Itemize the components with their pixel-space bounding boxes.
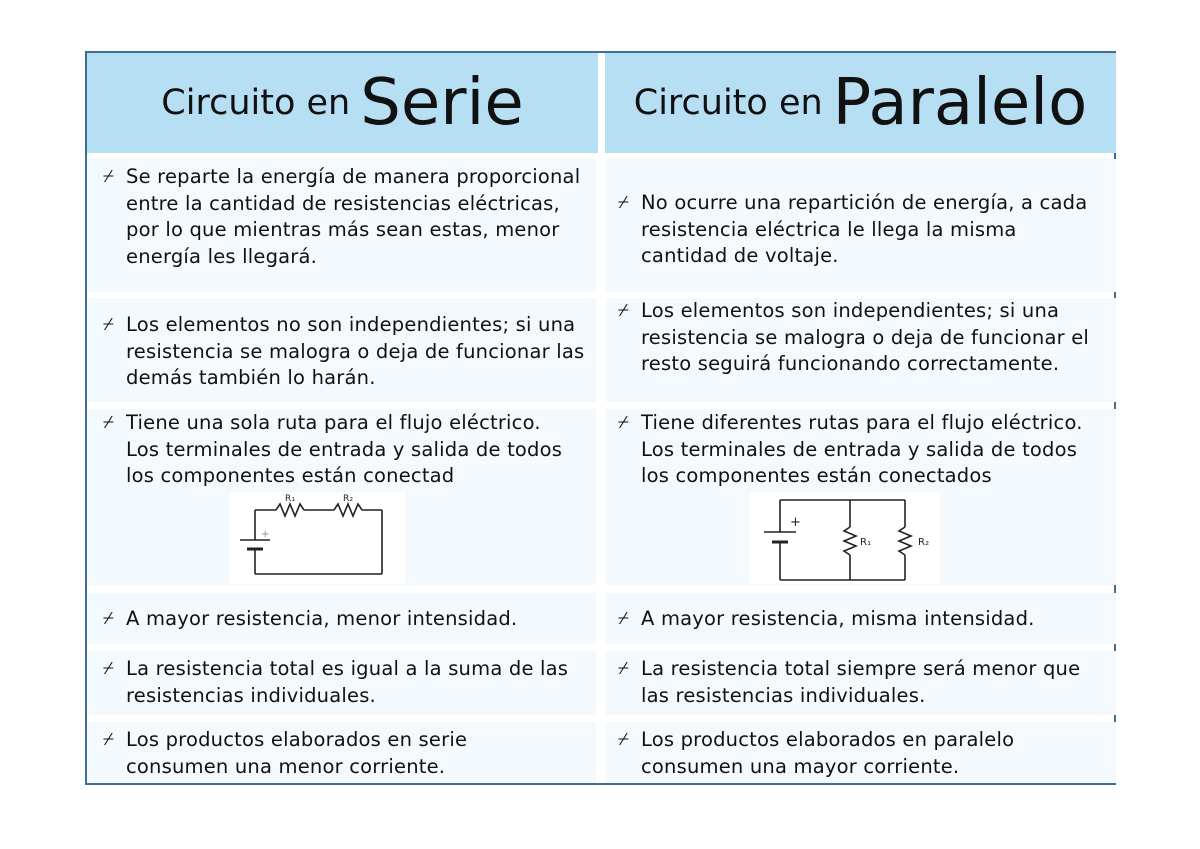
list-item: [618, 606, 1112, 633]
row-6-paralelo-cell: [606, 722, 1116, 783]
header-paralelo: [605, 53, 1116, 153]
header-paralelo-title: Paralelo: [832, 66, 1088, 140]
parallel-r1-label: R₁: [860, 537, 872, 548]
bolt-bullet-icon: ⌿: [103, 658, 114, 679]
row-3-paralelo-cell: [606, 409, 1116, 585]
series-circuit-diagram: [230, 492, 405, 584]
bolt-bullet-icon: ⌿: [103, 412, 114, 433]
row-5-serie-cell: [87, 651, 596, 715]
bolt-bullet-icon: ⌿: [618, 192, 629, 213]
list-item: [103, 312, 593, 392]
row-2-serie-text: Los elementos no son independientes; si una resistencia se malogra o deja de funcionar las demás también lo harán.: [126, 313, 585, 389]
bolt-bullet-icon: ⌿: [618, 300, 629, 321]
list-item: [618, 298, 1104, 378]
row-2-paralelo-text: Los elementos son independientes; si una resistencia se malogra o deja de funcionar el resto seguirá funcionando correctamente.: [641, 299, 1090, 375]
header-serie: [87, 53, 598, 153]
list-item: [103, 656, 573, 709]
list-item: [618, 656, 1112, 709]
row-3-serie-text: Tiene una sola ruta para el flujo eléctrico. Los terminales de entrada y salida de todos los componentes están conectad: [126, 411, 563, 487]
row-5-serie-text: La resistencia total es igual a la suma de las resistencias individuales.: [126, 657, 569, 707]
series-r1-label: R₁: [285, 494, 296, 504]
row-4-paralelo-text: A mayor resistencia, misma intensidad.: [641, 607, 1035, 630]
bolt-bullet-icon: ⌿: [618, 608, 629, 629]
bolt-bullet-icon: ⌿: [103, 314, 114, 335]
row-5-paralelo-text: La resistencia total siempre será menor que las resistencias individuales.: [641, 657, 1081, 707]
parallel-plus-label: +: [790, 515, 802, 530]
list-item: [103, 727, 573, 780]
row-4-serie-cell: [87, 593, 596, 644]
row-3-paralelo-text: Tiene diferentes rutas para el flujo eléctrico. Los terminales de entrada y salida de todos los componentes están conectados: [641, 411, 1083, 487]
list-item: [618, 190, 1104, 270]
row-6-serie-cell: [87, 722, 596, 783]
row-1-paralelo-text: No ocurre una repartición de energía, a cada resistencia eléctrica le llega la misma cantidad de voltaje.: [641, 191, 1088, 267]
bolt-bullet-icon: ⌿: [618, 729, 629, 750]
list-item: [103, 164, 583, 270]
series-plus-label: +: [261, 529, 270, 540]
list-item: [103, 410, 573, 490]
header-paralelo-prefix: Circuito en: [633, 83, 823, 123]
bolt-bullet-icon: ⌿: [618, 658, 629, 679]
row-6-paralelo-text: Los productos elaborados en paralelo consumen una mayor corriente.: [641, 728, 1015, 778]
bolt-bullet-icon: ⌿: [103, 608, 114, 629]
row-5-paralelo-cell: [606, 651, 1116, 715]
header-serie-prefix: Circuito en: [161, 83, 351, 123]
row-4-paralelo-cell: [606, 593, 1116, 644]
bolt-bullet-icon: ⌿: [103, 729, 114, 750]
row-1-paralelo-cell: [606, 159, 1116, 292]
bolt-bullet-icon: ⌿: [618, 412, 629, 433]
row-1-serie-cell: [87, 159, 596, 292]
series-r2-label: R₂: [343, 494, 354, 504]
row-3-serie-cell: [87, 409, 596, 585]
row-2-serie-cell: [87, 298, 596, 402]
list-item: [618, 727, 1112, 780]
header-separator: [598, 53, 605, 153]
comparison-table: [85, 51, 1116, 785]
parallel-r2-label: R₂: [918, 537, 930, 548]
row-1-serie-text: Se reparte la energía de manera proporcional entre la cantidad de resistencias eléctricas, por lo que mientras más sean estas, menor energía les llegará.: [126, 165, 581, 268]
bolt-bullet-icon: ⌿: [103, 166, 114, 187]
list-item: [618, 410, 1104, 490]
row-4-serie-text: A mayor resistencia, menor intensidad.: [126, 607, 518, 630]
header-serie-title: Serie: [360, 66, 524, 140]
parallel-circuit-diagram: [750, 492, 940, 584]
list-item: [103, 606, 593, 633]
row-2-paralelo-cell: [606, 298, 1116, 402]
row-6-serie-text: Los productos elaborados en serie consumen una menor corriente.: [126, 728, 468, 778]
